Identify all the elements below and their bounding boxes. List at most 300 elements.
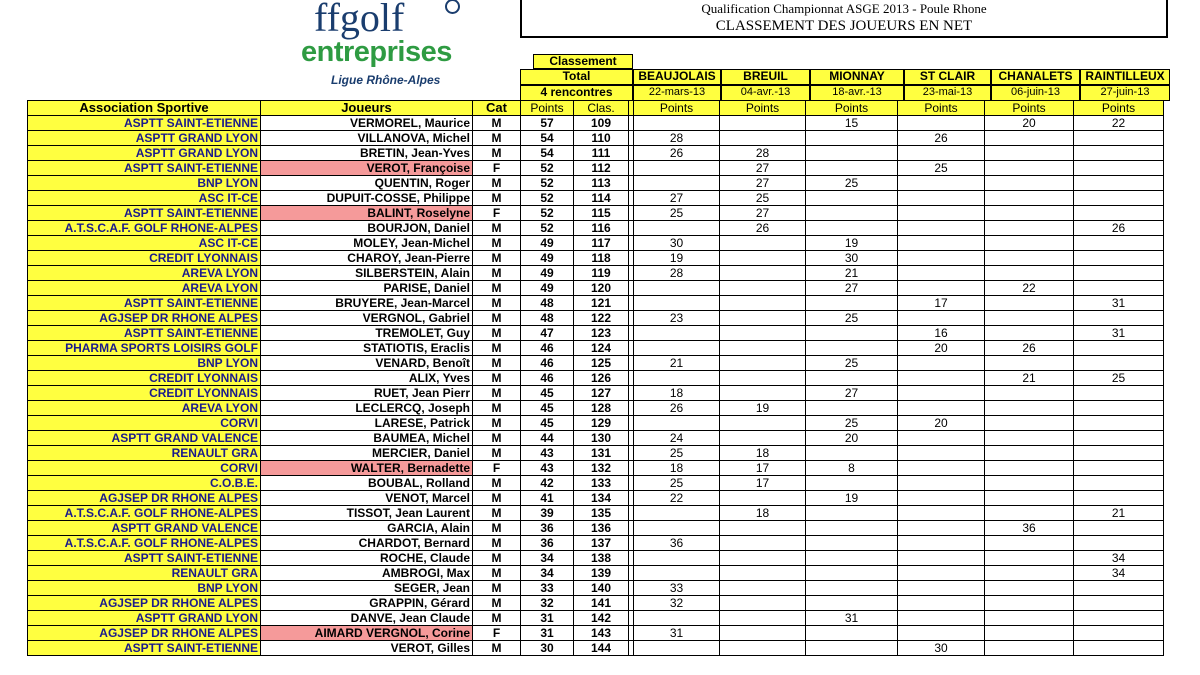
course-points-cell [985,551,1074,566]
course-points-cell: 21 [634,356,720,371]
association-cell: RENAULT GRA [28,446,261,461]
course-points-cell [898,176,985,191]
category-cell: M [473,146,521,161]
course-points-cell [985,236,1074,251]
course-points-cell: 18 [720,506,806,521]
course-points-cell [898,491,985,506]
table-row [28,206,1164,221]
rank-cell: 121 [574,296,629,311]
course-points-cell: 18 [720,446,806,461]
player-cell: CHARDOT, Bernard [261,536,473,551]
player-cell: BOURJON, Daniel [261,221,473,236]
course-points-cell [898,611,985,626]
course-points-cell: 20 [898,341,985,356]
course-name: BEAUJOLAIS [633,69,721,85]
course-points-cell [985,506,1074,521]
course-points-cell [1074,461,1164,476]
association-cell: ASPTT GRAND LYON [28,131,261,146]
course-points-cell [985,461,1074,476]
category-cell: M [473,266,521,281]
category-cell: M [473,251,521,266]
rank-cell: 133 [574,476,629,491]
course-points-cell: 33 [634,581,720,596]
rank-cell: 138 [574,551,629,566]
course-points-cell [1074,446,1164,461]
association-cell: CORVI [28,416,261,431]
col-cat: Cat [473,101,521,116]
player-cell: BOUBAL, Rolland [261,476,473,491]
total-points-cell: 49 [521,236,574,251]
course-points-cell: 26 [985,341,1074,356]
course-points-cell [985,266,1074,281]
course-points-cell [985,566,1074,581]
course-points-cell [985,581,1074,596]
category-cell: M [473,521,521,536]
rank-cell: 118 [574,251,629,266]
course-date: 04-avr.-13 [721,85,810,101]
course-points-cell [806,326,898,341]
category-cell: M [473,416,521,431]
course-points-cell: 22 [1074,116,1164,131]
course-points-cell [898,356,985,371]
rank-cell: 117 [574,236,629,251]
table-row [28,326,1164,341]
course-points-cell [1074,611,1164,626]
category-cell: M [473,581,521,596]
course-points-cell: 26 [720,221,806,236]
course-points-cell [1074,311,1164,326]
course-points-cell [898,581,985,596]
course-points-cell [634,521,720,536]
course-date: 18-avr.-13 [810,85,904,101]
course-points-cell [720,551,806,566]
course-points-cell: 20 [806,431,898,446]
course-points-cell [898,206,985,221]
table-row [28,296,1164,311]
course-points-cell [720,641,806,656]
rank-cell: 110 [574,131,629,146]
course-points-cell [898,191,985,206]
total-points-cell: 49 [521,281,574,296]
course-points-cell [634,296,720,311]
course-points-cell [806,596,898,611]
player-cell: AMBROGI, Max [261,566,473,581]
logo-brand: ffgolf [314,0,405,40]
course-date: 27-juin-13 [1080,85,1170,101]
course-points-cell: 25 [806,176,898,191]
course-points-cell [985,311,1074,326]
col-course-points: Points [898,101,985,116]
course-points-cell [1074,251,1164,266]
rank-cell: 123 [574,326,629,341]
course-points-cell [720,596,806,611]
player-cell: VERGNOL, Gabriel [261,311,473,326]
player-cell: LECLERCQ, Joseph [261,401,473,416]
association-cell: ASPTT GRAND LYON [28,611,261,626]
rank-cell: 139 [574,566,629,581]
course-points-cell: 18 [634,386,720,401]
course-points-cell [1074,266,1164,281]
col-course-points: Points [634,101,720,116]
course-points-cell [634,161,720,176]
rank-cell: 134 [574,491,629,506]
rank-cell: 143 [574,626,629,641]
association-cell: PHARMA SPORTS LOISIRS GOLF [28,341,261,356]
association-cell: ASPTT SAINT-ETIENNE [28,296,261,311]
ffgolf-logo [250,0,500,100]
course-points-cell: 19 [720,401,806,416]
course-points-cell [1074,206,1164,221]
course-points-cell [720,341,806,356]
course-points-cell [806,221,898,236]
total-points-cell: 45 [521,386,574,401]
category-cell: F [473,461,521,476]
table-row [28,191,1164,206]
course-points-cell [985,131,1074,146]
course-points-cell: 18 [634,461,720,476]
course-points-cell [898,536,985,551]
category-cell: M [473,506,521,521]
course-points-cell [806,446,898,461]
course-points-cell [806,641,898,656]
total-points-cell: 36 [521,536,574,551]
player-cell: STATIOTIS, Eraclis [261,341,473,356]
player-cell: AIMARD VERGNOL, Corine [261,626,473,641]
course-points-cell [1074,596,1164,611]
association-cell: ASPTT SAINT-ETIENNE [28,326,261,341]
table-row [28,566,1164,581]
course-points-cell [985,536,1074,551]
course-points-cell [634,506,720,521]
course-points-cell [985,146,1074,161]
course-points-cell: 25 [806,311,898,326]
course-points-cell [806,506,898,521]
total-points-cell: 54 [521,131,574,146]
course-points-cell [720,566,806,581]
course-points-cell [1074,521,1164,536]
course-points-cell: 23 [634,311,720,326]
total-points-cell: 32 [521,596,574,611]
course-points-cell [1074,386,1164,401]
total-points-cell: 39 [521,506,574,521]
player-cell: DUPUIT-COSSE, Philippe [261,191,473,206]
category-cell: M [473,356,521,371]
association-cell: AGJSEP DR RHONE ALPES [28,491,261,506]
association-cell: CREDIT LYONNAIS [28,386,261,401]
course-points-cell [720,491,806,506]
category-cell: M [473,446,521,461]
player-cell: BAUMEA, Michel [261,431,473,446]
course-points-cell [898,251,985,266]
course-points-cell: 17 [720,461,806,476]
association-cell: A.T.S.C.A.F. GOLF RHONE-ALPES [28,506,261,521]
association-cell: BNP LYON [28,356,261,371]
table-row [28,476,1164,491]
course-points-cell [806,296,898,311]
table-row [28,236,1164,251]
course-points-cell: 30 [634,236,720,251]
header-total: Total [520,69,633,85]
rank-cell: 122 [574,311,629,326]
course-points-cell [1074,176,1164,191]
course-points-cell [1074,626,1164,641]
course-points-cell [985,191,1074,206]
course-points-cell: 30 [806,251,898,266]
course-points-cell [985,491,1074,506]
course-date: 22-mars-13 [633,85,721,101]
course-points-cell [898,461,985,476]
course-points-cell [806,206,898,221]
rank-cell: 116 [574,221,629,236]
category-cell: M [473,551,521,566]
course-points-cell [985,596,1074,611]
category-cell: M [473,191,521,206]
total-points-cell: 46 [521,356,574,371]
course-points-cell [1074,416,1164,431]
total-points-cell: 57 [521,116,574,131]
total-points-cell: 49 [521,266,574,281]
association-cell: BNP LYON [28,176,261,191]
total-points-cell: 36 [521,521,574,536]
category-cell: M [473,281,521,296]
course-points-cell: 25 [806,356,898,371]
course-points-cell [720,251,806,266]
course-points-cell: 26 [1074,221,1164,236]
course-points-cell [1074,581,1164,596]
title-line1: Qualification Championnat ASGE 2013 - Poule Rhone [701,1,987,16]
category-cell: M [473,491,521,506]
course-name: RAINTILLEUX [1080,69,1170,85]
course-points-cell [720,521,806,536]
course-points-cell [634,326,720,341]
course-points-cell [634,221,720,236]
rank-cell: 142 [574,611,629,626]
header-classement: Classement [533,54,633,69]
course-points-cell: 25 [1074,371,1164,386]
title-line2: CLASSEMENT DES JOUEURS EN NET [715,18,973,34]
player-cell: VENOT, Marcel [261,491,473,506]
course-points-cell [985,356,1074,371]
rank-cell: 129 [574,416,629,431]
total-points-cell: 33 [521,581,574,596]
course-points-cell [898,506,985,521]
course-name: MIONNAY [810,69,904,85]
rank-cell: 130 [574,431,629,446]
course-points-cell: 25 [634,476,720,491]
course-points-cell: 27 [720,206,806,221]
total-points-cell: 43 [521,446,574,461]
player-cell: TREMOLET, Guy [261,326,473,341]
category-cell: M [473,641,521,656]
player-cell: RUET, Jean Pierr [261,386,473,401]
player-cell: VERMOREL, Maurice [261,116,473,131]
player-cell: BALINT, Roselyne [261,206,473,221]
course-points-cell [806,371,898,386]
header-rencontres: 4 rencontres [520,85,633,101]
category-cell: F [473,626,521,641]
player-cell: MERCIER, Daniel [261,446,473,461]
course-points-cell [1074,356,1164,371]
course-points-cell: 28 [720,146,806,161]
rank-cell: 144 [574,641,629,656]
table-row [28,116,1164,131]
course-name: CHANALETS [991,69,1080,85]
category-cell: M [473,296,521,311]
table-row [28,146,1164,161]
col-course-points: Points [720,101,806,116]
category-cell: M [473,221,521,236]
course-points-cell: 19 [634,251,720,266]
course-points-cell [806,521,898,536]
total-points-cell: 45 [521,401,574,416]
course-points-cell [634,416,720,431]
rank-cell: 119 [574,266,629,281]
course-points-cell: 36 [985,521,1074,536]
category-cell: M [473,131,521,146]
course-points-cell: 34 [1074,551,1164,566]
player-cell: QUENTIN, Roger [261,176,473,191]
logo-sub: entreprises [301,36,452,68]
course-points-cell [898,386,985,401]
category-cell: M [473,311,521,326]
table-row [28,341,1164,356]
table-row [28,371,1164,386]
player-cell: PARISE, Daniel [261,281,473,296]
course-points-cell: 27 [806,386,898,401]
course-points-cell [720,386,806,401]
course-points-cell [985,416,1074,431]
course-points-cell [806,581,898,596]
course-points-cell [634,611,720,626]
total-points-cell: 46 [521,371,574,386]
title-box [520,0,1168,38]
table-row [28,131,1164,146]
ranking-table [27,100,1164,656]
rank-cell: 115 [574,206,629,221]
course-points-cell [720,536,806,551]
course-points-cell [985,431,1074,446]
player-cell: ALIX, Yves [261,371,473,386]
association-cell: A.T.S.C.A.F. GOLF RHONE-ALPES [28,536,261,551]
course-points-cell [985,296,1074,311]
association-cell: AREVA LYON [28,401,261,416]
course-points-cell: 25 [898,161,985,176]
course-points-cell: 21 [985,371,1074,386]
course-points-cell [806,146,898,161]
rank-cell: 125 [574,356,629,371]
association-cell: ASPTT SAINT-ETIENNE [28,641,261,656]
rank-cell: 113 [574,176,629,191]
course-points-cell: 31 [1074,326,1164,341]
total-points-cell: 52 [521,161,574,176]
player-cell: VEROT, Gilles [261,641,473,656]
col-clas: Clas. [574,101,629,116]
course-points-cell [898,236,985,251]
course-points-cell [634,281,720,296]
course-points-cell [1074,401,1164,416]
rank-cell: 126 [574,371,629,386]
player-cell: VILLANOVA, Michel [261,131,473,146]
course-points-cell [985,221,1074,236]
course-points-cell: 21 [1074,506,1164,521]
course-points-cell [720,371,806,386]
player-cell: BRETIN, Jean-Yves [261,146,473,161]
total-points-cell: 49 [521,251,574,266]
table-row [28,356,1164,371]
course-points-cell: 25 [634,446,720,461]
rank-cell: 135 [574,506,629,521]
course-points-cell [898,476,985,491]
player-cell: BRUYERE, Jean-Marcel [261,296,473,311]
course-points-cell [806,401,898,416]
association-cell: ASPTT SAINT-ETIENNE [28,551,261,566]
course-points-cell [720,116,806,131]
category-cell: M [473,326,521,341]
course-points-cell: 28 [634,266,720,281]
total-points-cell: 31 [521,626,574,641]
course-points-cell: 20 [898,416,985,431]
player-cell: MOLEY, Jean-Michel [261,236,473,251]
association-cell: ASC IT-CE [28,191,261,206]
table-row [28,491,1164,506]
course-points-cell [985,251,1074,266]
table-row [28,461,1164,476]
course-points-cell [1074,236,1164,251]
course-points-cell [1074,431,1164,446]
course-points-cell: 34 [1074,566,1164,581]
course-points-cell: 27 [720,176,806,191]
course-points-cell [806,566,898,581]
col-course-points: Points [1074,101,1164,116]
course-points-cell: 26 [634,146,720,161]
association-cell: AGJSEP DR RHONE ALPES [28,626,261,641]
total-points-cell: 47 [521,326,574,341]
total-points-cell: 43 [521,461,574,476]
course-points-cell: 25 [634,206,720,221]
table-row [28,221,1164,236]
association-cell: CORVI [28,461,261,476]
course-points-cell [1074,536,1164,551]
course-points-cell [898,281,985,296]
course-points-cell [985,446,1074,461]
course-points-cell: 31 [1074,296,1164,311]
table-row [28,611,1164,626]
rank-cell: 141 [574,596,629,611]
rank-cell: 124 [574,341,629,356]
course-points-cell: 19 [806,491,898,506]
course-points-cell [1074,131,1164,146]
course-points-cell [898,116,985,131]
course-points-cell: 8 [806,461,898,476]
course-points-cell [720,581,806,596]
category-cell: M [473,341,521,356]
category-cell: M [473,611,521,626]
rank-cell: 109 [574,116,629,131]
course-points-cell [806,341,898,356]
course-points-cell [720,626,806,641]
total-points-cell: 34 [521,551,574,566]
course-points-cell: 27 [720,161,806,176]
total-points-cell: 46 [521,341,574,356]
course-points-cell [806,161,898,176]
course-points-cell: 26 [634,401,720,416]
course-points-cell: 20 [985,116,1074,131]
table-row [28,416,1164,431]
course-points-cell [898,596,985,611]
player-cell: DANVE, Jean Claude [261,611,473,626]
course-points-cell [806,131,898,146]
rank-cell: 112 [574,161,629,176]
